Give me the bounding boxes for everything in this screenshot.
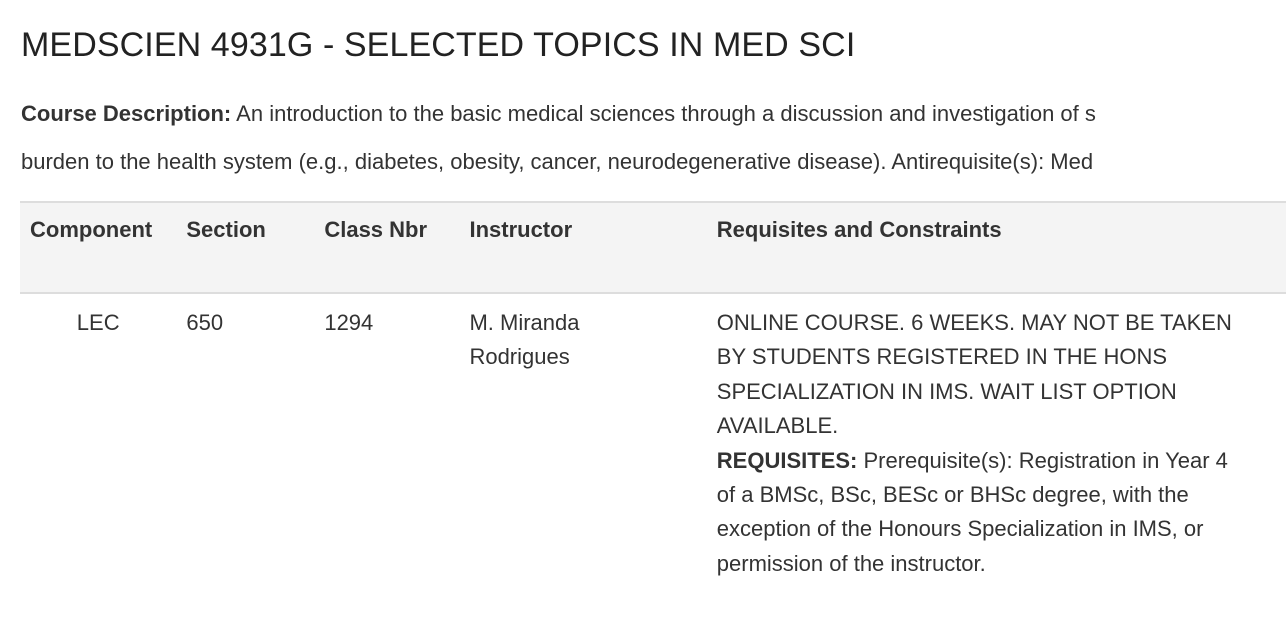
requisite-line: exception of the Honours Specialization in IMS, or — [716, 516, 1204, 542]
sections-table — [20, 201, 1286, 581]
cell-component: LEC — [76, 310, 120, 335]
requisite-line: of a BMSc, BSc, BESc or BHSc degree, with the — [716, 482, 1189, 508]
course-description-text-1: An introduction to the basic medical sciences through a discussion and investigation of s — [236, 101, 1096, 126]
requisite-text-1: Prerequisite(s): Registration in Year 4 — [863, 447, 1228, 473]
course-title: MEDSCIEN 4931G - SELECTED TOPICS IN MED SCI — [21, 26, 856, 64]
requisites-text — [717, 306, 1286, 581]
course-description — [21, 90, 1286, 186]
constraint-line: BY STUDENTS REGISTERED IN THE HONS — [716, 344, 1168, 370]
cell-instructor — [459, 293, 706, 581]
table-row — [20, 293, 1286, 581]
sections-table-wrapper — [20, 201, 1286, 581]
instructor-name-line-1: M. Miranda — [469, 310, 580, 335]
header-class-nbr: Class Nbr — [314, 202, 459, 293]
course-description-line-1 — [21, 90, 1286, 138]
table-body — [20, 293, 1286, 581]
requisite-line: permission of the instructor. — [716, 550, 986, 576]
constraint-line: ONLINE COURSE. 6 WEEKS. MAY NOT BE TAKEN — [716, 310, 1232, 335]
requisite-line — [717, 444, 1286, 478]
table-header — [20, 202, 1286, 293]
header-requisites: Requisites and Constraints — [707, 202, 1286, 293]
header-instructor: Instructor — [459, 202, 706, 293]
header-section: Section — [176, 202, 314, 293]
constraint-line: AVAILABLE. — [716, 413, 839, 439]
cell-requisites — [707, 293, 1286, 581]
course-description-label: Course Description: — [21, 101, 232, 126]
instructor-name-line-2: Rodrigues — [469, 344, 570, 370]
table-header-row — [20, 202, 1286, 293]
cell-class-nbr: 1294 — [324, 310, 374, 335]
requisites-label: REQUISITES: — [716, 447, 858, 473]
cell-section: 650 — [186, 310, 224, 335]
constraint-line: SPECIALIZATION IN IMS. WAIT LIST OPTION — [716, 378, 1177, 404]
header-component: Component — [20, 202, 176, 293]
course-description-text-2: burden to the health system (e.g., diabetes, obesity, cancer, neurodegenerative disease). Antirequisite(s): Med — [21, 149, 1094, 174]
